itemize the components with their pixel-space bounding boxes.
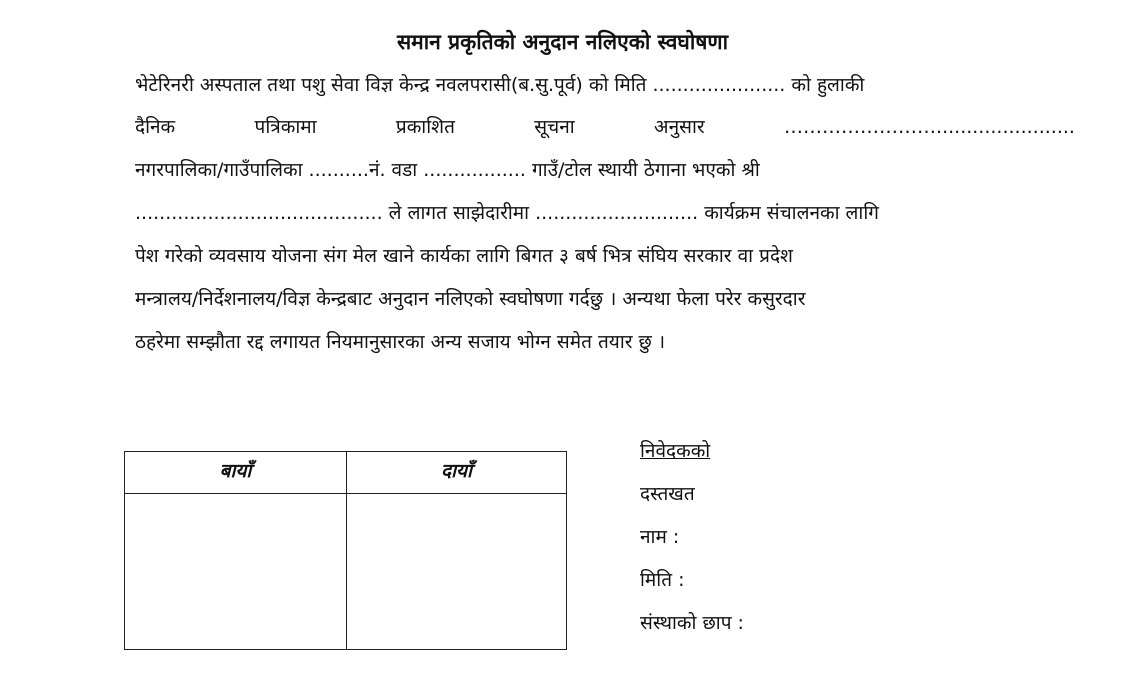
applicant-heading: निवेदकको	[640, 440, 711, 462]
left-thumb-column	[125, 452, 347, 649]
paragraph-line-7: ठहरेमा सम्झौता रद्द लगायत नियमानुसारका अन्य सजाय भोग्न समेत तयार छु ।	[135, 331, 666, 353]
organization-stamp-label: संस्थाको छाप :	[640, 612, 744, 634]
paragraph-line-2-word: अनुसार	[654, 116, 705, 138]
paragraph-line-2-word: …………………….......................	[784, 116, 1075, 138]
paragraph-line-2-word: दैनिक	[135, 116, 176, 138]
left-thumb-header: बायाँ	[125, 452, 346, 494]
paragraph-line-6: मन्त्रालय/निर्देशनालय/विज्ञ केन्द्रबाट अनुदान नलिएको स्वघोषणा गर्दछु । अन्यथा फेला परेर कसुरदार	[135, 288, 806, 310]
paragraph-line-2	[135, 112, 1075, 142]
paragraph-line-5: पेश गरेको व्यवसाय योजना संग मेल खाने कार्यका लागि बिगत ३ बर्ष भित्र संघिय सरकार वा प्रदेश	[135, 245, 793, 267]
document-title: समान प्रकृतिको अनुदान नलिएको स्वघोषणा	[396, 30, 729, 54]
name-label: नाम :	[640, 526, 680, 548]
right-thumb-column	[347, 452, 566, 649]
paragraph-line-1: भेटेरिनरी अस्पताल तथा पशु सेवा विज्ञ केन्द्र नवलपरासी(ब.सु.पूर्व) को मिति ...................... को हुलाकी	[135, 74, 865, 96]
paragraph-line-4: ......................................... ले लागत साझेदारीमा ........................... कार्यक्रम संचालनका लागि	[135, 202, 879, 224]
signature-label: दस्तखत	[640, 483, 695, 505]
paragraph-line-2-word: प्रकाशित	[395, 116, 455, 138]
date-label: मिति :	[640, 569, 685, 591]
right-thumb-header: दायाँ	[347, 452, 566, 494]
paragraph-line-2-word: सूचना	[534, 116, 575, 138]
paragraph-line-2-word: पत्रिकामा	[254, 116, 317, 138]
paragraph-line-3: नगरपालिका/गाउँपालिका ..........नं. वडा ................. गाउँ/टोल स्थायी ठेगाना भएको श्री	[135, 159, 760, 181]
thumbprint-table	[124, 451, 567, 650]
